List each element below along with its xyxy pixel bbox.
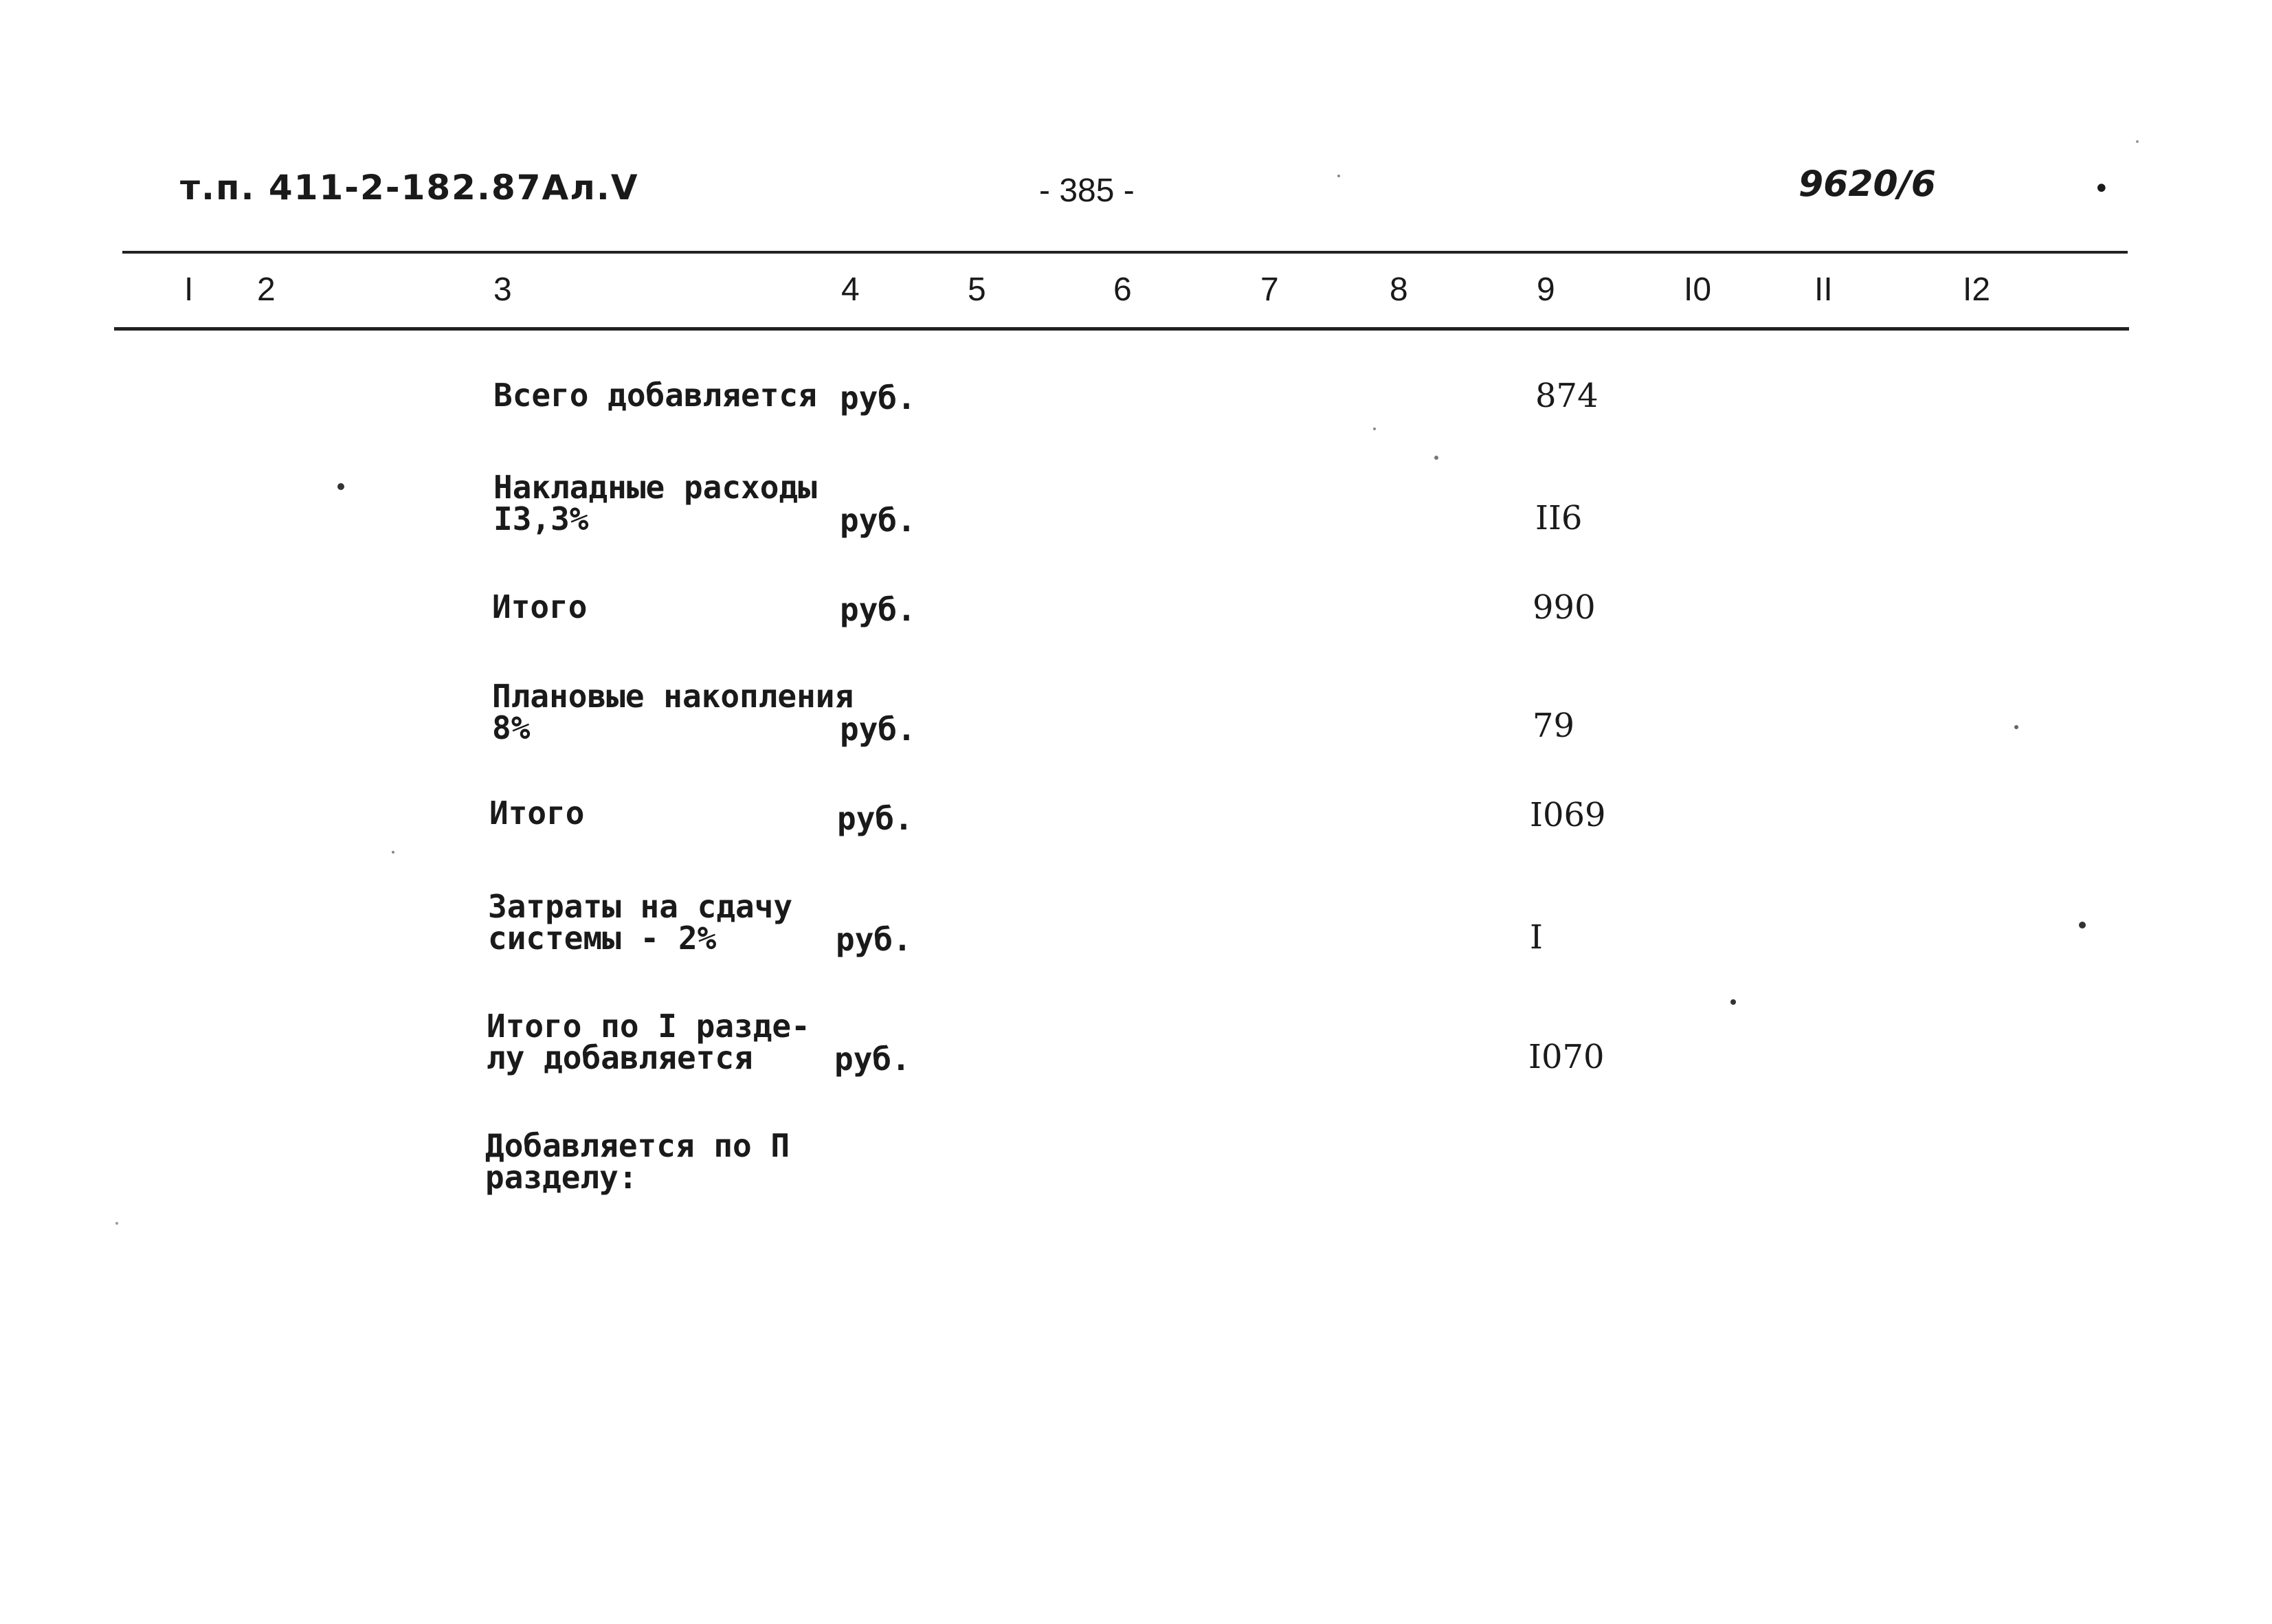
table-header-top-rule — [122, 251, 2128, 254]
column-header: 5 — [968, 271, 986, 308]
row-value: I — [1530, 918, 1543, 957]
row-description: Затраты на сдачу системы - 2% — [488, 888, 793, 957]
column-header: 8 — [1390, 271, 1408, 308]
column-header: 3 — [493, 271, 512, 308]
column-header: 7 — [1260, 271, 1279, 308]
row-value: 874 — [1535, 377, 1599, 415]
row-value: I070 — [1528, 1038, 1605, 1076]
row-unit: руб. — [840, 711, 916, 748]
table-header-bottom-rule — [114, 327, 2129, 331]
column-header: II — [1814, 271, 1833, 308]
row-description: Итого — [492, 588, 588, 625]
column-header: 6 — [1113, 271, 1132, 308]
row-unit: руб. — [837, 800, 913, 837]
row-value: I069 — [1530, 796, 1606, 834]
row-value: II6 — [1535, 499, 1583, 537]
column-header: I — [184, 271, 194, 308]
sheet-code: 9620/6 — [1798, 164, 1936, 205]
row-description: Итого — [489, 794, 585, 832]
row-unit: руб. — [840, 502, 916, 539]
row-description: Добавляется по П разделу: — [485, 1127, 790, 1196]
row-unit: руб. — [840, 379, 916, 416]
column-header: I0 — [1684, 271, 1712, 308]
row-value: 990 — [1533, 588, 1596, 627]
row-value: 79 — [1533, 707, 1575, 745]
row-description: Накладные расходы I3,3% — [493, 469, 817, 537]
row-description: Всего добавляется — [493, 377, 817, 414]
column-header: 4 — [841, 271, 860, 308]
row-unit: руб. — [834, 1041, 911, 1078]
ink-dot: • — [2093, 173, 2110, 205]
row-unit: руб. — [836, 921, 912, 958]
page-number: - 385 - — [1039, 173, 1135, 209]
column-header: 9 — [1537, 271, 1555, 308]
row-unit: руб. — [840, 591, 916, 628]
row-description: Плановые накопления 8% — [492, 678, 854, 746]
column-header: 2 — [257, 271, 276, 308]
document-reference: т.п. 411-2-182.87Ал.V — [180, 168, 639, 208]
column-header: I2 — [1963, 271, 1991, 308]
row-description: Итого по I разде- лу добавляется — [487, 1008, 810, 1076]
